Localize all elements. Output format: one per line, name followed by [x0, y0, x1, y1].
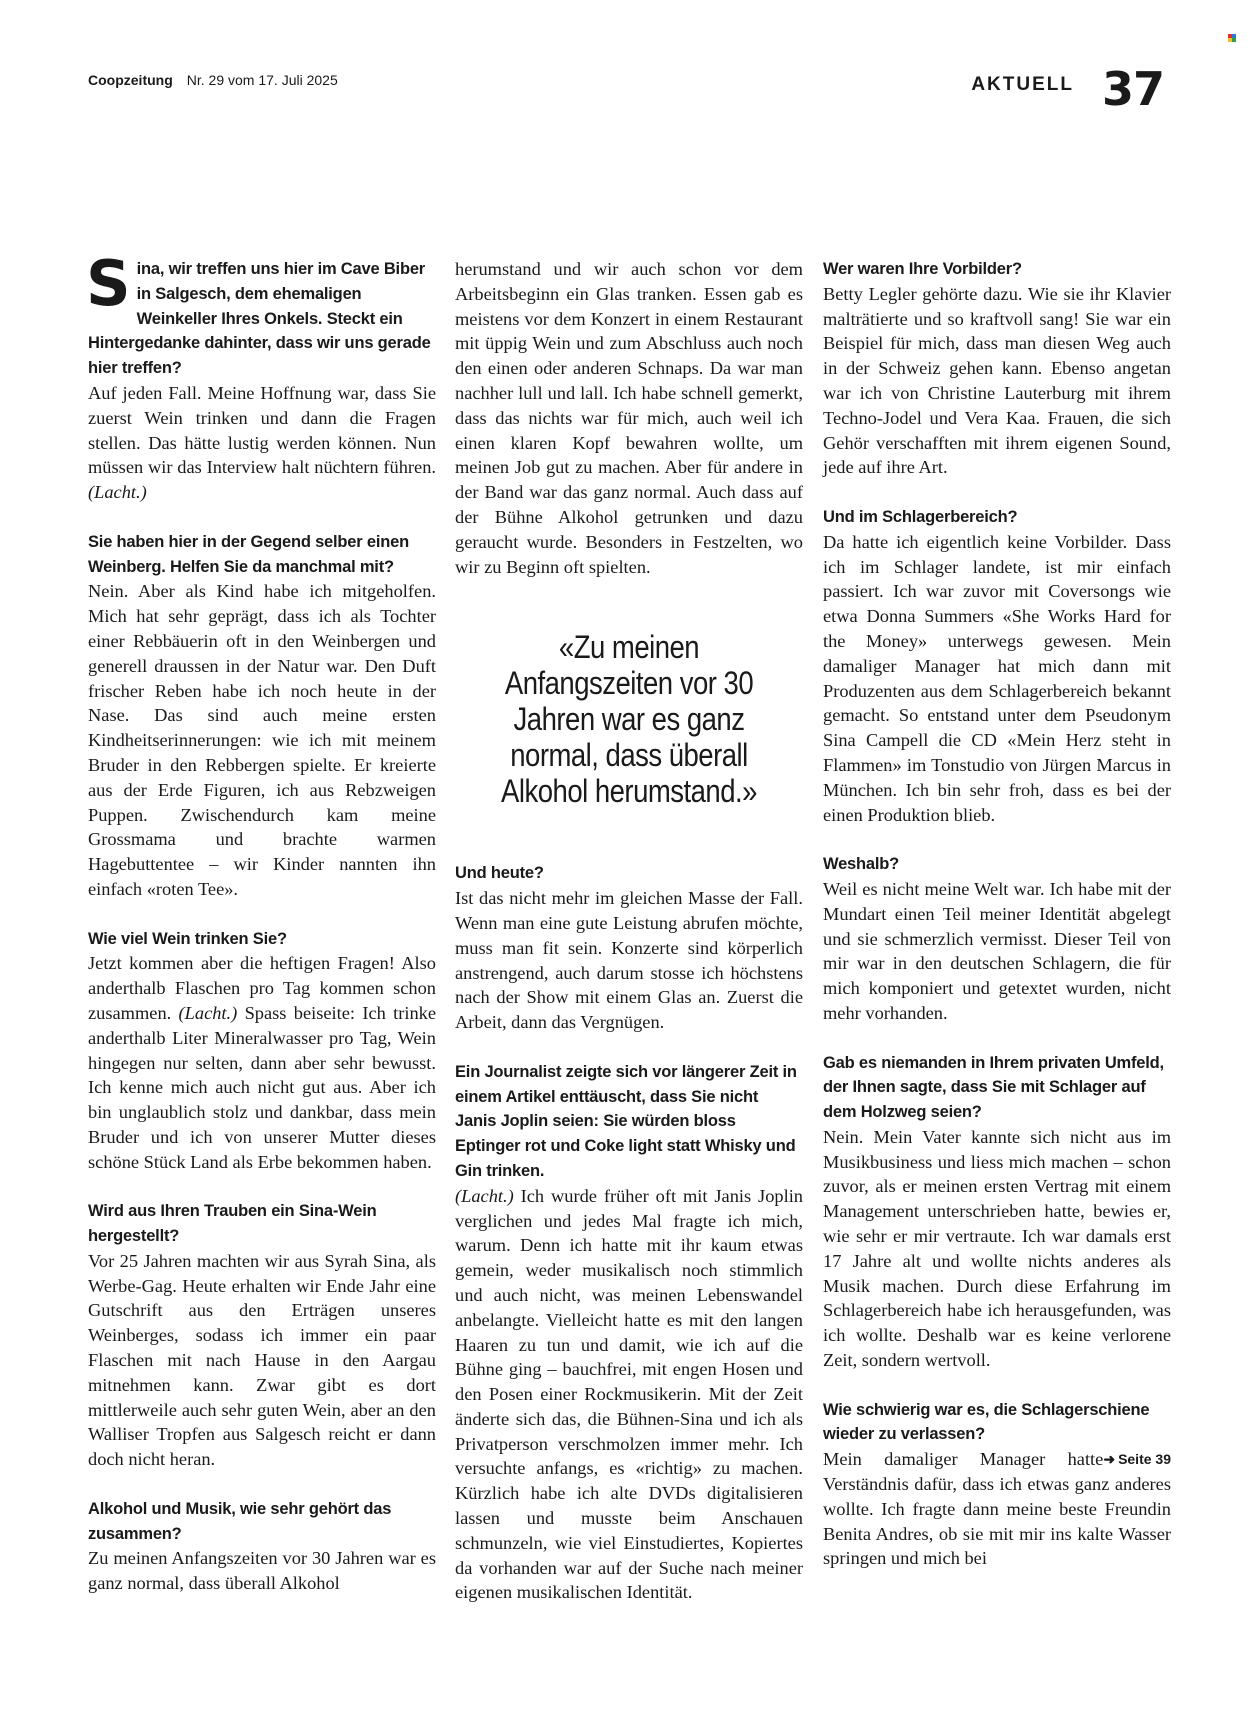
color-registration-mark [1228, 34, 1236, 42]
interview-question: Wer waren Ihre Vorbilder? [823, 260, 1022, 278]
drop-cap: S [86, 247, 131, 320]
interview-answer: Vor 25 Jahren machten wir aus Syrah Sina, als Werbe-Gag. Heute erhalten wir Ende Jahr eine Gutschrift aus den Erträgen unseres Weinberges, sodass ich immer ein paar Flaschen mit nach Hause in den Aargau mitnehmen kann. Zwar gibt es dort mittlerweile auch sehr guten Wein, aber an den Walliser Tropfen aus Salgesch reicht er dann doch nicht heran. [88, 1250, 436, 1470]
interview-question: Sie haben hier in der Gegend selber einen Weinberg. Helfen Sie da manchmal mit? [88, 532, 409, 576]
interview-question: Weshalb? [823, 855, 900, 874]
continued-on-page: ➜ Seite 39 [1103, 1451, 1171, 1468]
interview-answer: Zu meinen Anfangszeiten vor 30 Jahren war es ganz normal, dass überall Alkohol [88, 1548, 436, 1594]
interview-answer: Nein. Aber als Kind habe ich mitgeholfen. Mich hat sehr geprägt, dass ich als Tochter einer Rebbäuerin oft in den Weinbergen und generell draussen in der Natur war. Den Duft frischer Reben habe ich noch heute in der Nase. Das sind auch meine ersten Kindheitserinnerungen: wie ich mit meinem Bruder in den Rebbergen spielte. Er kreierte aus der Erde Figuren, ich aus Rebzweigen Puppen. Zwischendurch kam meine Grossmama und brachte warmen Hagebuttentee – wir Kinder nannten ihn einfach «roten Tee». [88, 581, 436, 899]
arrow-right-icon: ➜ [1103, 1451, 1116, 1468]
interview-question: Alkohol und Musik, wie sehr gehört das zusammen? [88, 1499, 392, 1543]
interview-answer: ➜ Seite 39 Mein damaliger Manager hatte Verständnis dafür, dass ich etwas ganz anderes wollte. Ich fragte dann meine beste Freundin Benita Andres, ob sie mit mir ins kalte Wasser springen und mich bei [823, 1449, 1171, 1569]
interview-answer: (Lacht.) Ich wurde früher oft mit Janis Joplin verglichen und jedes Mal fragte ich mich, warum. Denn ich hatte mit ihr kaum etwas gemein, weder musikalisch noch stimmlich und auch nicht, was meinen Lebenswandel anbelangte. Vielleicht hatte es mit den langen Haaren zu tun und damit, wie ich auf die Bühne ging – bauchfrei, mit engen Hosen und den Posen einer Rockmusikerin. Mit der Zeit änderte sich das, die Bühnen-Sina und ich als Privatperson verschmolzen immer mehr. Ich versuchte anfangs, es «richtig» zu machen. Kürzlich habe ich alte DVDs digitalisieren lassen und musste beim Anschauen schmunzeln, wie viel Einstudiertes, Kopiertes da vorhanden war auf der Suche nach meiner eigenen musikalischen Identität. [455, 1185, 803, 1603]
opening-question [86, 247, 436, 381]
page-header-left [88, 72, 338, 88]
interview-answer: Ist das nicht mehr im gleichen Masse der Fall. Wenn man eine gute Leistung abrufen möchte, muss man fit sein. Konzerte sind körperlich anstrengend, auch darum stosse ich höchstens nach der Show mit einem Glas an. Zuerst die Arbeit, dann das Vergnügen. [455, 888, 803, 1033]
article-column-3 [823, 257, 1171, 1571]
interview-question: Und heute? [455, 864, 544, 883]
issue-info: Nr. 29 vom 17. Juli 2025 [186, 72, 338, 88]
interview-question: Wie viel Wein trinken Sie? [88, 929, 287, 948]
interview-question: ina, wir treffen uns hier im Cave Biber in Salgesch, dem ehemaligen Weinkeller Ihres Onkels. Steckt ein Hintergedanke dahinter, dass wir uns gerade hier treffen? [88, 260, 431, 378]
interview-question: Wird aus Ihren Trauben ein Sina-Wein hergestellt? [88, 1202, 377, 1246]
page-number: 37 [1101, 62, 1164, 116]
interview-question: Ein Journalist zeigte sich vor längerer Zeit in einem Artikel enttäuscht, dass Sie nicht Janis Joplin seien: Sie würden bloss Eptinger rot und Coke light statt Whisky und Gin trinken. [455, 1062, 797, 1180]
section-label: AKTUELL [971, 74, 1074, 95]
article-column-1 [86, 247, 436, 1596]
interview-answer: Weil es nicht meine Welt war. Ich habe mit der Mundart einen Teil meiner Identität abgelegt und sie schmerzlich vermisst. Dieser Teil von mir war in den deutschen Schlagern, die für mich komponiert und getextet wurden, nicht mehr vorhanden. [823, 878, 1171, 1023]
interview-answer: Jetzt kommen aber die heftigen Fragen! Also anderthalb Flaschen pro Tag kommen schon zusammen. (Lacht.) Spass beiseite: Ich trinke anderthalb Liter Mineralwasser pro Tag, Wein hingegen nur selten, dann aber sehr bewusst. Ich kenne mich auch nicht gut aus. Aber ich bin unglaublich stolz und dankbar, dass mein Bruder und ich von unserer Mutter dieses schöne Stück Land als Erbe bekommen haben. [88, 953, 436, 1172]
interview-answer: herumstand und wir auch schon vor dem Arbeitsbeginn ein Glas tranken. Essen gab es meistens vor dem Konzert in einem Restaurant mit üppig Wein und zum Abschluss auch noch den einen oder anderen Schnaps. Da war man nachher lull und lall. Ich habe schnell gemerkt, dass das nichts war für mich, auch weil ich einen klaren Kopf bewahren wollte, um meinen Job gut zu machen. Aber für andere in der Band war das ganz normal. Auch dass auf der Bühne Alkohol getrunken und dazu geraucht wurde. Besonders in Festzelten, wo wir zu Beginn oft spielten. [455, 259, 803, 577]
interview-question: Und im Schlagerbereich? [823, 507, 1018, 526]
page-header-right [971, 62, 1164, 116]
interview-question: Wie schwierig war es, die Schlagerschiene wieder zu verlassen? [823, 1400, 1150, 1444]
interview-answer: Betty Legler gehörte dazu. Wie sie ihr Klavier malträtierte und so kraftvoll sang! Sie war ein Beispiel für mich, dass man diesen Weg auch in der Schweiz gehen kann. Ebenso angetan war ich von Christine Lauterburg mit ihrem Techno-Jodel und Vera Kaa. Frauen, die sich Gehör verschafften mit ihrem eigenen Sound, jede auf ihre Art. [823, 283, 1171, 478]
interview-answer: Nein. Mein Vater kannte sich nicht aus im Musikbusiness und liess mich machen – schon zuvor, als er meinen ersten Vertrag mit einem Management unterschrieben hatte, bewies er, wie sehr er mir vertraute. Ich war damals erst 17 Jahre alt und wollte nichts anderes als Musik machen. Durch diese Erfahrung im Schlagerbereich habe ich herausgefunden, was ich wollte. Deshalb war es keine verlorene Zeit, sondern wertvoll. [823, 1126, 1171, 1371]
interview-answer: Auf jeden Fall. Meine Hoffnung war, dass Sie zuerst Wein trinken und dann die Fragen stellen. Das hätte lustig werden können. Nun müssen wir das Interview halt nüchtern führen. (Lacht.) [88, 382, 436, 503]
article-column-2 [455, 257, 803, 1605]
interview-question: Gab es niemanden in Ihrem privaten Umfeld, der Ihnen sagte, dass Sie mit Schlager auf dem Holzweg seien? [823, 1053, 1164, 1122]
publication-name: Coopzeitung [88, 72, 173, 88]
interview-answer: Da hatte ich eigentlich keine Vorbilder. Dass ich im Schlager landete, ist mir einfach passiert. Ich war zuvor mit Coversongs wie etwa Donna Summers «She Works Hard for the Money» unterwegs gewesen. Mein damaliger Manager hat mich dann mit Produzenten aus dem Schlagerbereich bekannt gemacht. So entstand unter dem Pseudonym Sina Campell die CD «Mein Herz steht in Flammen» im Tonstudio von Jürgen Marcus in München. Ich bin sehr froh, dass es bei der einen Produktion blieb. [823, 531, 1171, 825]
pull-quote: «Zu meinen Anfangszeiten vor 30 Jahren war es ganz normal, dass überall Alkohol herumstand.» [501, 629, 757, 810]
